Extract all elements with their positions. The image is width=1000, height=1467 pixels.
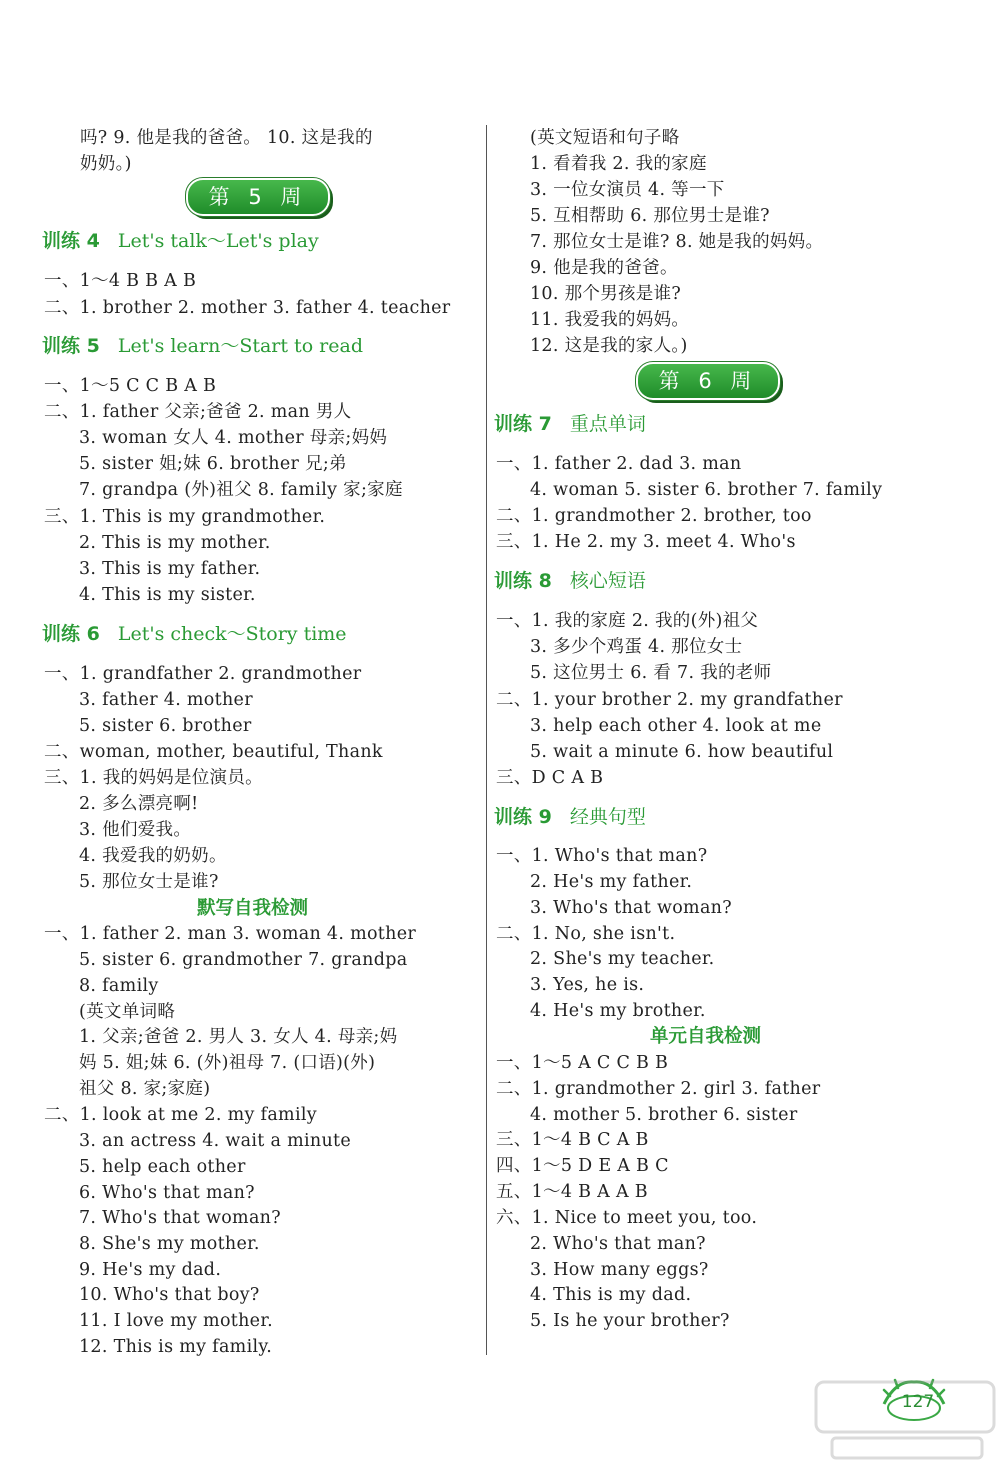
section-heading [42, 621, 347, 647]
answer-line: 1. 看着我 2. 我的家庭 [530, 154, 707, 174]
answer-line: 六、1. Nice to meet you, too. [496, 1208, 758, 1228]
answer-line: 三、1～4 B C A B [496, 1130, 649, 1150]
answer-line: 3. How many eggs? [530, 1260, 709, 1280]
answer-line: 一、1. father 2. dad 3. man [496, 454, 742, 474]
answer-line: 4. mother 5. brother 6. sister [530, 1105, 798, 1125]
answer-line: 7. Who's that woman? [79, 1208, 281, 1228]
answer-line: 5. wait a minute 6. how beautiful [530, 742, 834, 762]
answer-line: 5. help each other [79, 1157, 246, 1177]
answer-line: 二、1. No, she isn't. [496, 924, 676, 944]
section-heading [42, 333, 363, 359]
answer-line: 10. Who's that boy? [79, 1285, 260, 1305]
answer-line: 3. help each other 4. look at me [530, 716, 822, 736]
subsection-heading: 单元自我检测 [650, 1026, 762, 1047]
answer-line: 祖父 8. 家;家庭) [79, 1079, 211, 1099]
section-title: 经典句型 [569, 806, 646, 828]
answer-line: 11. I love my mother. [79, 1311, 273, 1331]
answer-line: 3. 他们爱我。 [79, 820, 192, 840]
answer-line: 四、1～5 D E A B C [496, 1156, 669, 1176]
answer-line: 二、1. grandmother 2. brother, too [496, 506, 812, 526]
answer-line: 5. 这位男士 6. 看 7. 我的老师 [530, 663, 772, 683]
subsection-heading: 默写自我检测 [197, 898, 309, 919]
week-badge: 第 5 周 [186, 178, 330, 216]
watermark-logo [812, 1378, 998, 1464]
answer-line: 3. father 4. mother [79, 690, 253, 710]
answer-line: 二、1. brother 2. mother 3. father 4. teacher [44, 298, 451, 318]
section-title: 重点单词 [569, 413, 646, 435]
answer-line: (英文单词略 [79, 1002, 176, 1022]
answer-line: 二、1. look at me 2. my family [44, 1105, 317, 1125]
section-heading [494, 804, 646, 830]
answer-line: 一、1. Who's that man? [496, 846, 708, 866]
answer-line: 6. Who's that man? [79, 1183, 255, 1203]
answer-line: 2. This is my mother. [79, 533, 271, 553]
answer-line: 五、1～4 B A A B [496, 1182, 648, 1202]
answer-line: 吗? 9. 他是我的爸爸。 10. 这是我的 [80, 128, 373, 148]
answer-line: 5. sister 6. brother [79, 716, 252, 736]
answer-line: 5. 互相帮助 6. 那位男士是谁? [530, 206, 770, 226]
answer-line: 三、D C A B [496, 768, 604, 788]
answer-line: 2. She's my teacher. [530, 949, 715, 969]
answer-line: 3. 一位女演员 4. 等一下 [530, 180, 725, 200]
answer-line: 4. This is my sister. [79, 585, 256, 605]
answer-line: 3. This is my father. [79, 559, 261, 579]
answer-line: 2. 多么漂亮啊! [79, 794, 199, 814]
answer-line: 8. family [79, 976, 159, 996]
answer-line: 5. 那位女士是谁? [79, 872, 219, 892]
answer-line: 二、1. grandmother 2. girl 3. father [496, 1079, 821, 1099]
answer-line: 2. He's my father. [530, 872, 693, 892]
answer-line: 9. He's my dad. [79, 1260, 222, 1280]
section-number: 训练 4 [42, 230, 100, 252]
answer-line: 一、1～5 C C B A B [44, 376, 217, 396]
answer-line: 三、1. He 2. my 3. meet 4. Who's [496, 532, 796, 552]
answer-line: 1. 父亲;爸爸 2. 男人 3. 女人 4. 母亲;妈 [79, 1027, 398, 1047]
answer-line: 4. This is my dad. [530, 1285, 692, 1305]
answer-line: 11. 我爱我的妈妈。 [530, 310, 690, 330]
section-heading [494, 568, 646, 594]
answer-line: 一、1. father 2. man 3. woman 4. mother [44, 924, 417, 944]
answer-line: 7. grandpa (外)祖父 8. family 家;家庭 [79, 480, 403, 500]
week-badge: 第 6 周 [636, 362, 780, 400]
section-number: 训练 9 [494, 806, 552, 828]
answer-line: 4. He's my brother. [530, 1001, 706, 1021]
section-number: 训练 7 [494, 413, 552, 435]
section-number: 训练 6 [42, 623, 100, 645]
answer-line: (英文短语和句子略 [530, 128, 680, 148]
answer-line: 3. 多少个鸡蛋 4. 那位女士 [530, 637, 743, 657]
section-title: Let's learn～Start to read [117, 335, 363, 357]
answer-line: 4. 我爱我的奶奶。 [79, 846, 227, 866]
answer-line: 3. woman 女人 4. mother 母亲;妈妈 [79, 428, 388, 448]
answer-line: 二、1. father 父亲;爸爸 2. man 男人 [44, 402, 352, 422]
answer-line: 三、1. This is my grandmother. [44, 507, 326, 527]
answer-line: 一、1. grandfather 2. grandmother [44, 664, 362, 684]
answer-line: 3. Who's that woman? [530, 898, 732, 918]
section-heading [42, 228, 319, 254]
answer-line: 妈 5. 姐;妹 6. (外)祖母 7. (口语)(外) [79, 1053, 376, 1073]
section-title: Let's check～Story time [117, 623, 347, 645]
answer-line: 一、1～4 B B A B [44, 271, 197, 291]
page-number: 127 [901, 1392, 935, 1412]
answer-line: 9. 他是我的爸爸。 [530, 258, 678, 278]
answer-line: 5. sister 6. grandmother 7. grandpa [79, 950, 408, 970]
answer-line: 一、1～5 A C C B B [496, 1053, 669, 1073]
section-number: 训练 5 [42, 335, 100, 357]
section-number: 训练 8 [494, 570, 552, 592]
answer-line: 二、1. your brother 2. my grandfather [496, 690, 843, 710]
answer-line: 4. woman 5. sister 6. brother 7. family [530, 480, 883, 500]
answer-line: 奶奶。) [80, 154, 132, 174]
answer-line: 5. Is he your brother? [530, 1311, 730, 1331]
section-title: Let's talk～Let's play [117, 230, 319, 252]
answer-line: 三、1. 我的妈妈是位演员。 [44, 768, 263, 788]
answer-line: 5. sister 姐;妹 6. brother 兄;弟 [79, 454, 347, 474]
answer-line: 7. 那位女士是谁? 8. 她是我的妈妈。 [530, 232, 824, 252]
answer-line: 10. 那个男孩是谁? [530, 284, 682, 304]
answer-line: 二、woman, mother, beautiful, Thank [44, 742, 383, 762]
answer-line: 3. an actress 4. wait a minute [79, 1131, 352, 1151]
answer-line: 一、1. 我的家庭 2. 我的(外)祖父 [496, 611, 759, 631]
answer-line: 2. Who's that man? [530, 1234, 706, 1254]
section-title: 核心短语 [569, 570, 646, 592]
answer-line: 3. Yes, he is. [530, 975, 645, 995]
section-heading [494, 411, 646, 437]
column-divider [486, 125, 487, 1355]
answer-line: 8. She's my mother. [79, 1234, 260, 1254]
answer-line: 12. 这是我的家人。) [530, 336, 688, 356]
answer-line: 12. This is my family. [79, 1337, 273, 1357]
